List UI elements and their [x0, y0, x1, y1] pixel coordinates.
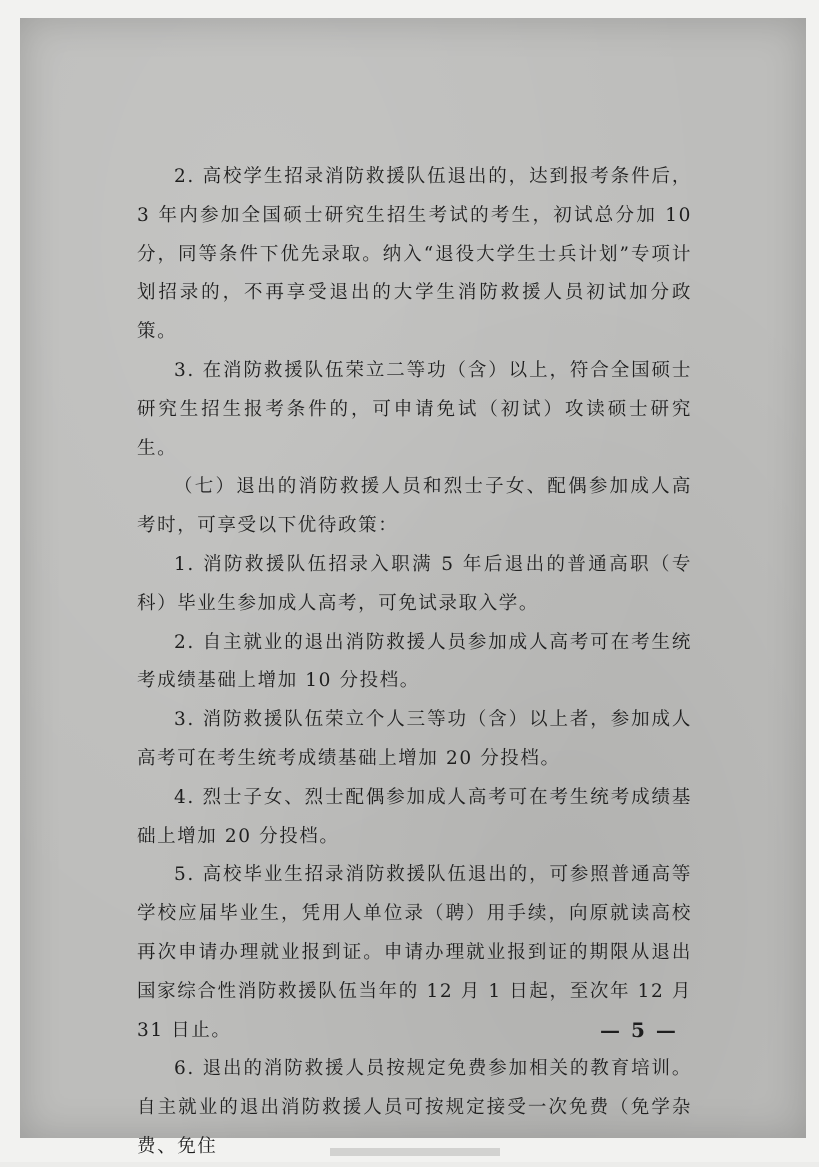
- paragraph-adult-exam-item-1: 1. 消防救援队伍招录入职满 5 年后退出的普通高职（专科）毕业生参加成人高考，可免试录取入学。: [137, 553, 692, 614]
- paragraph-exam-exemption: 3. 在消防救援队伍荣立二等功（含）以上，符合全国硕士研究生招生报考条件的，可申请免试（初试）攻读硕士研究生。: [137, 359, 692, 459]
- section-heading-adult-exam: （七）退出的消防救援人员和烈士子女、配偶参加成人高考时，可享受以下优待政策：: [137, 476, 692, 537]
- page-number: — 5 —: [600, 1018, 678, 1042]
- paragraph-adult-exam-item-2: 2. 自主就业的退出消防救援人员参加成人高考可在考生统考成绩基础上增加 10 分投档。: [137, 631, 692, 692]
- paragraph-postgraduate-bonus: 2. 高校学生招录消防救援队伍退出的，达到报考条件后，3 年内参加全国硕士研究生招生考试的考生，初试总分加 10 分，同等条件下优先录取。纳入“退役大学生士兵计划”专项计划招录的，不再享受退出的大学生消防救援人员初试加分政策。: [137, 166, 692, 343]
- paragraph-adult-exam-item-5: 5. 高校毕业生招录消防救援队伍退出的，可参照普通高等学校应届毕业生，凭用人单位录（聘）用手续，向原就读高校再次申请办理就业报到证。申请办理就业报到证的期限从退出国家综合性消防救援队伍当年的 12 月 1 日起，至次年 12 月 31 日止。: [137, 864, 692, 1041]
- paragraph-adult-exam-item-3: 3. 消防救援队伍荣立个人三等功（含）以上者，参加成人高考可在考生统考成绩基础上增加 20 分投档。: [137, 709, 692, 769]
- paragraph-adult-exam-item-4: 4. 烈士子女、烈士配偶参加成人高考可在考生统考成绩基础上增加 20 分投档。: [137, 786, 692, 847]
- document-body: [137, 158, 692, 1167]
- paragraph-adult-exam-item-6: 6. 退出的消防救援人员按规定免费参加相关的教育培训。自主就业的退出消防救援人员可按规定接受一次免费（免学杂费、免住: [137, 1058, 692, 1157]
